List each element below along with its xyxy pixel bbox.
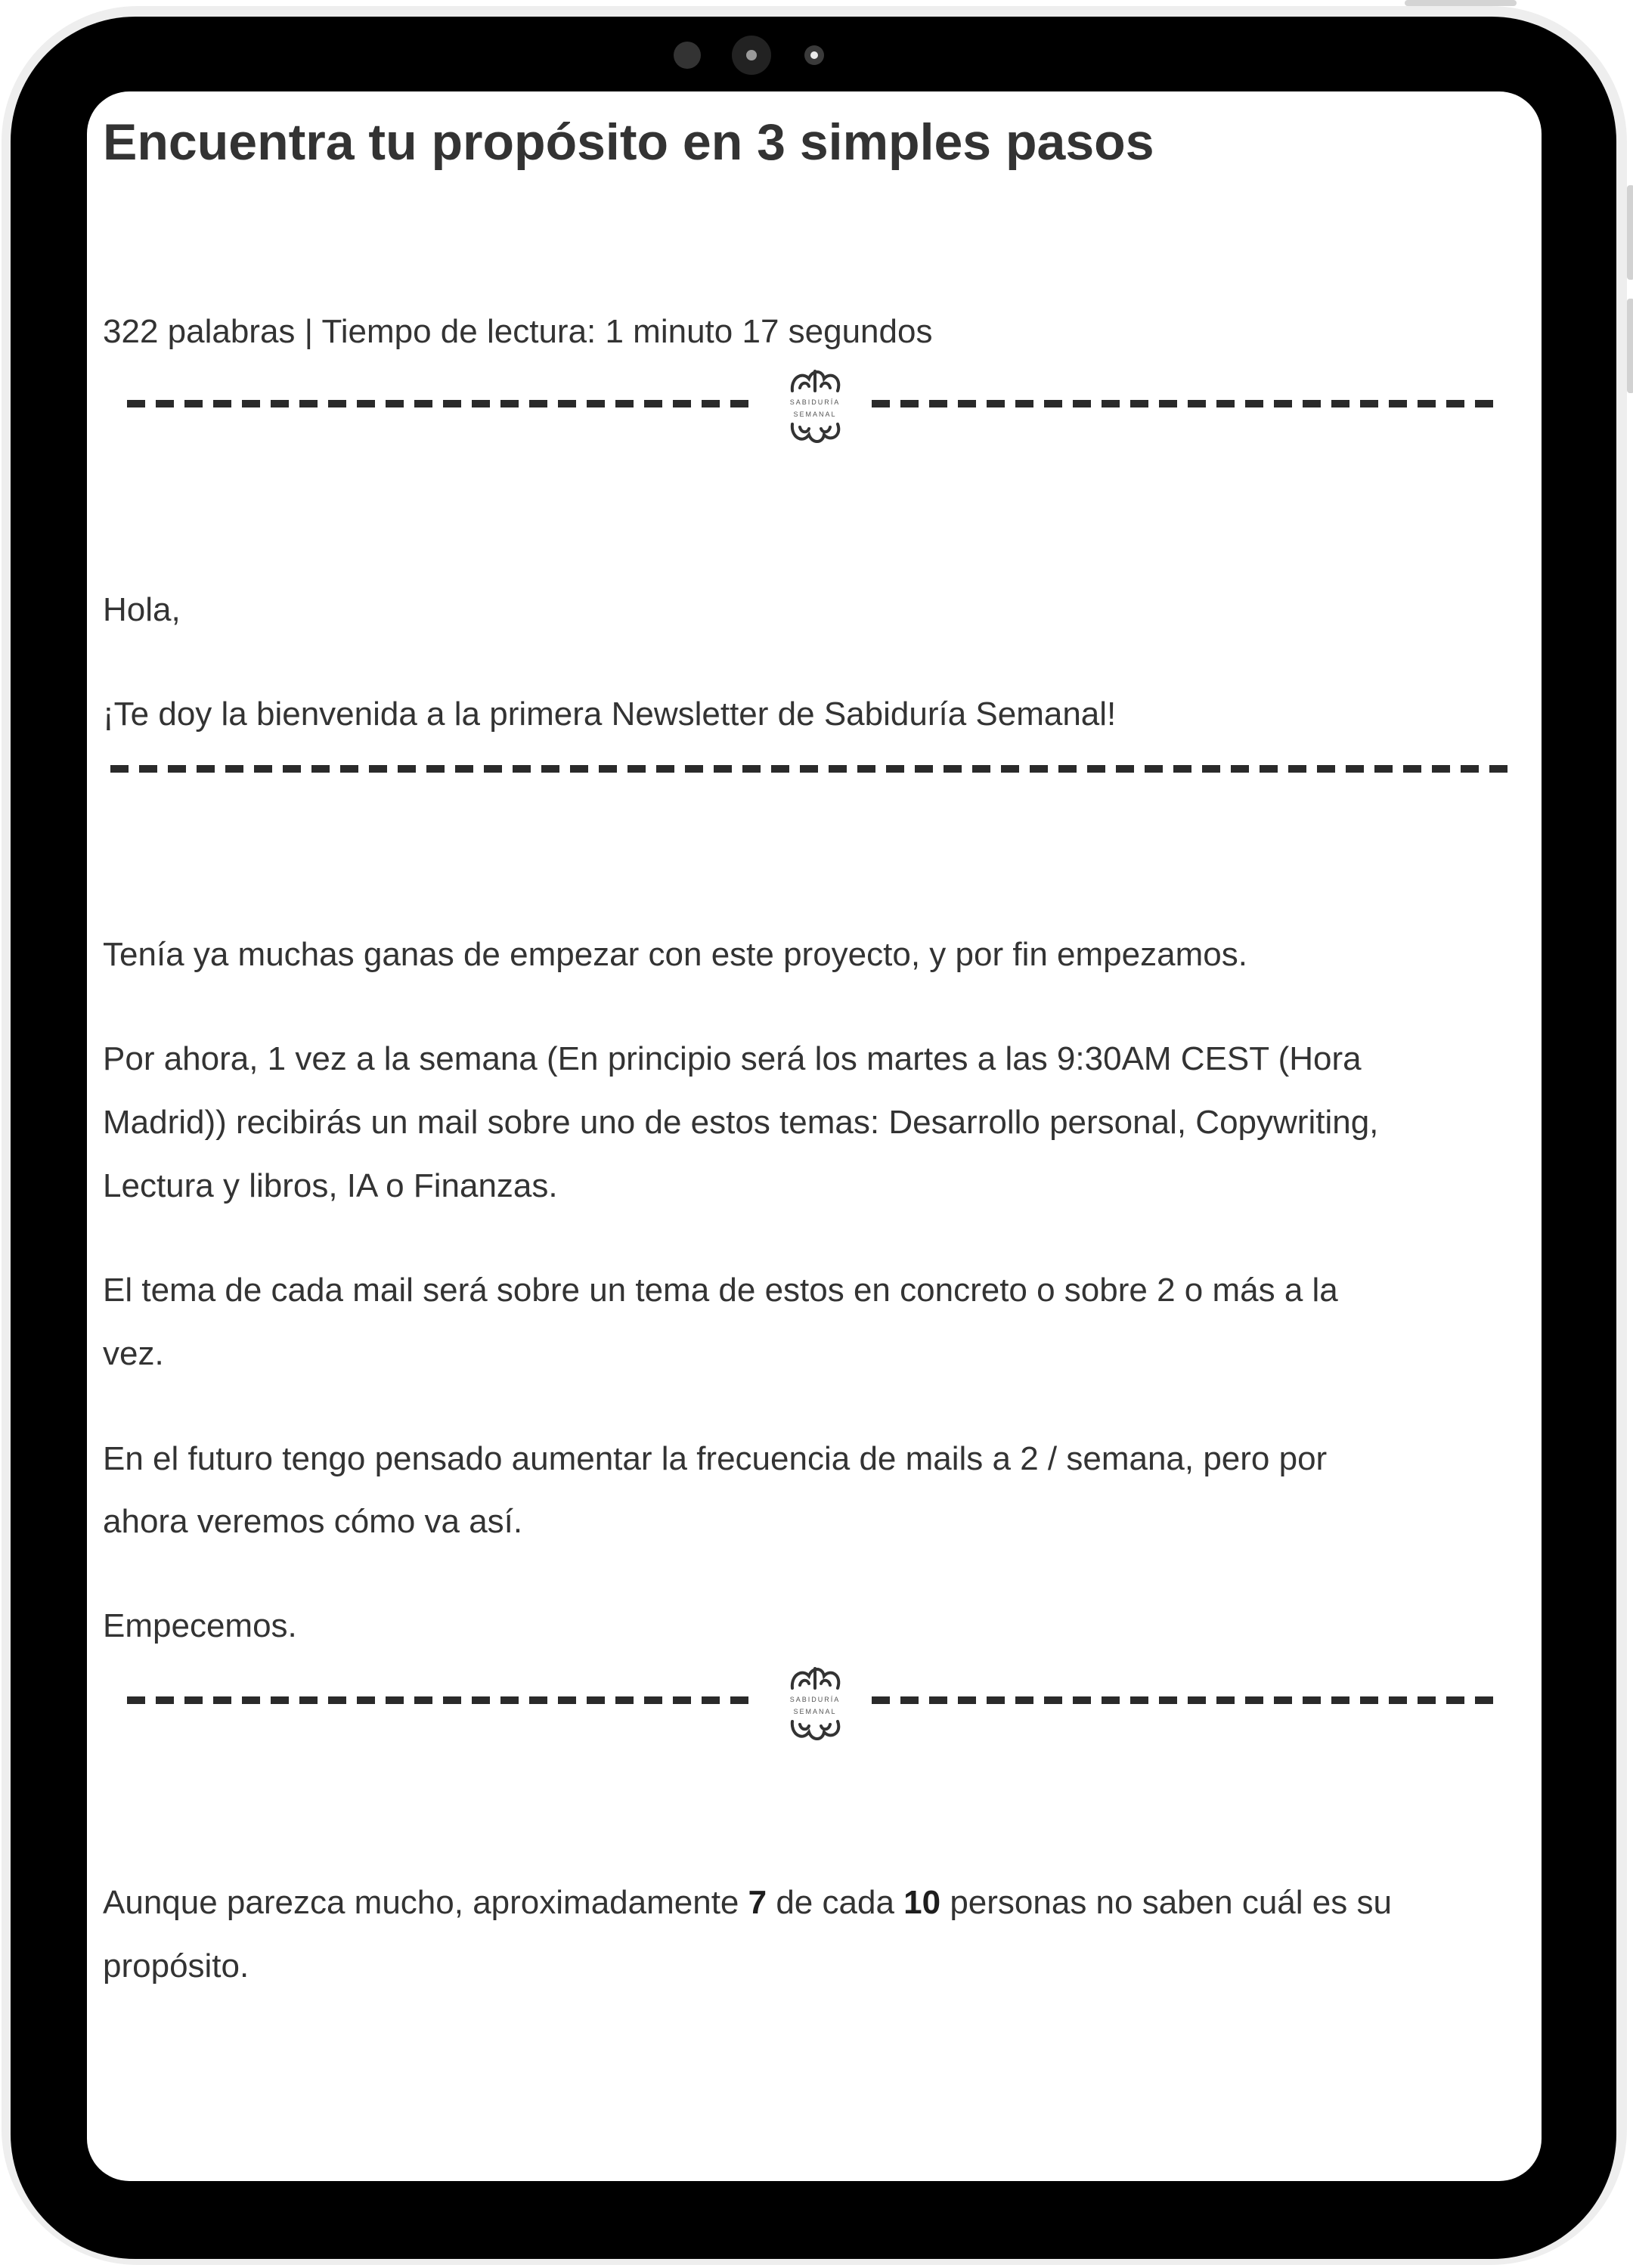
paragraph-topic-line1: El tema de cada mail será sobre un tema de estos en concreto o sobre 2 o más a la (103, 1272, 1338, 1309)
top-power-button (1405, 0, 1517, 6)
statistic-number-7: 7 (748, 1884, 767, 1921)
paragraph-statistic-line1 (103, 1871, 1392, 1935)
paragraph-statistic-line2: propósito. (103, 1947, 249, 1984)
paragraph-start: Empecemos. (103, 1607, 297, 1644)
greeting: Hola, (103, 591, 181, 628)
statistic-text-3: personas no saben cuál es su (940, 1884, 1392, 1921)
welcome-text: ¡Te doy la bienvenida a la primera Newsletter de Sabiduría Semanal! (103, 696, 1117, 733)
logo-text-top: SABIDURÍA (789, 398, 841, 406)
paragraph-topic-line2: vez. (103, 1335, 164, 1372)
paragraph-schedule-line3: Lectura y libros, IA o Finanzas. (103, 1167, 558, 1204)
divider-left-2 (127, 1696, 758, 1704)
paragraph-frequency-line1: En el futuro tengo pensado aumentar la frecuencia de mails a 2 / semana, pero por (103, 1440, 1328, 1477)
logo-text-top-2: SABIDURÍA (789, 1696, 841, 1703)
divider-right (872, 400, 1503, 407)
section-divider (110, 765, 1508, 773)
paragraph-frequency-line2: ahora veremos cómo va así. (103, 1503, 523, 1540)
article-title: Encuentra tu propósito en 3 simples pasos (103, 113, 1154, 171)
paragraph-schedule-line1: Por ahora, 1 vez a la semana (En principio será los martes a las 9:30AM CEST (Hora (103, 1040, 1362, 1077)
divider-left (127, 400, 758, 407)
paragraph-schedule-line2: Madrid)) recibirás un mail sobre uno de estos temas: Desarrollo personal, Copywriting, (103, 1104, 1379, 1141)
paragraph-intro: Tenía ya muchas ganas de empezar con este proyecto, y por fin empezamos. (103, 936, 1247, 973)
statistic-text-2: de cada (767, 1884, 904, 1921)
reading-meta: 322 palabras | Tiempo de lectura: 1 minuto 17 segundos (103, 313, 933, 350)
sabiduria-semanal-logo-2 (770, 1658, 860, 1749)
camera-lens-icon (732, 36, 771, 75)
statistic-text-1: Aunque parezca mucho, aproximadamente (103, 1884, 748, 1921)
logo-text-bottom-2: SEMANAL (793, 1708, 837, 1715)
logo-text-bottom: SEMANAL (793, 411, 837, 418)
screen (87, 91, 1542, 2181)
volume-down-button (1627, 299, 1633, 393)
volume-up-button (1627, 185, 1633, 280)
divider-right-2 (872, 1696, 1503, 1704)
sabiduria-semanal-logo (770, 361, 860, 451)
camera-sensor-icon (804, 45, 824, 65)
camera-dot-icon (674, 42, 701, 69)
statistic-number-10: 10 (903, 1884, 941, 1921)
